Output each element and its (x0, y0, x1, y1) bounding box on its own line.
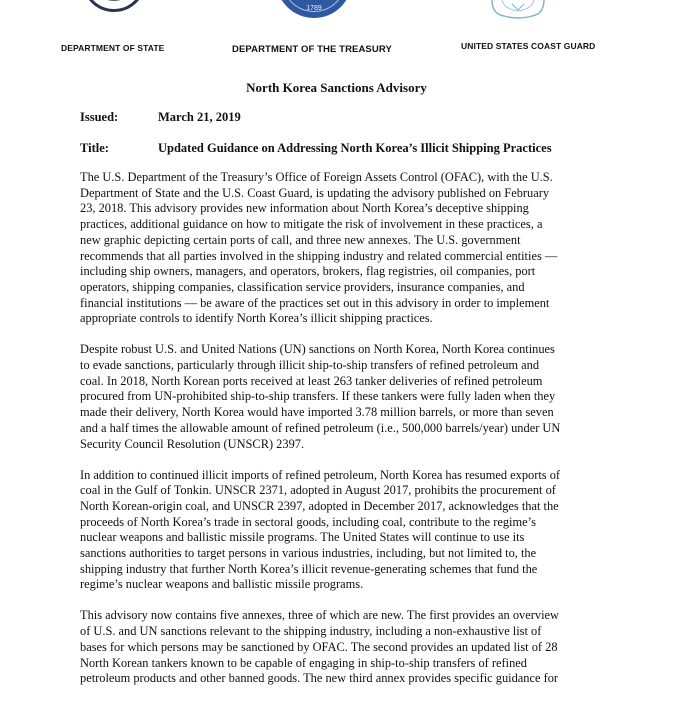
department-of-state-seal (82, 0, 146, 12)
text-line: sanctions authorities to target persons in various industries, including, but not limited to, the (80, 546, 537, 561)
text-line: recommends that all parties involved in the shipping industry and related commercial entities — (80, 248, 558, 263)
text-line: North Korean tankers known to be capable of engaging in ship-to-ship transfers of refined (80, 655, 527, 670)
text-line: Department of State and the U.S. Coast Guard, is updating the advisory published on February (80, 185, 550, 200)
text-line: new graphic depicting certain ports of call, and three new annexes. The U.S. government (80, 232, 521, 247)
title-label: Title: (80, 141, 109, 155)
text-line: of U.S. and UN sanctions relevant to the shipping industry, including a non-exhaustive list of (80, 624, 542, 639)
text-line: proceeds of North Korea’s trade in sectoral goods, including coal, contribute to the regime’s (80, 514, 536, 529)
treasury-seal-year: 1789 (306, 5, 322, 12)
agency-coast-guard: UNITED STATES COAST GUARD (461, 41, 596, 51)
text-line: This advisory now contains five annexes, three of which are new. The first provides an overview (80, 608, 559, 623)
text-line: Security Council Resolution (UNSCR) 2397. (80, 436, 305, 451)
document-body (80, 170, 600, 702)
department-of-the-treasury-seal (276, 0, 352, 18)
text-line: bases for which persons may be sanctioned by OFAC. The second provides an updated list of 28 (80, 639, 558, 654)
advisory-title: Updated Guidance on Addressing North Korea’s Illicit Shipping Practices (158, 141, 552, 155)
issued-label: Issued: (80, 110, 119, 124)
text-line: operators, shipping companies, classification service providers, insurance companies, and (80, 279, 525, 294)
text-line: appropriate controls to identify North Korea’s illicit shipping practices. (80, 311, 433, 326)
text-line: The U.S. Department of the Treasury’s Office of Foreign Assets Control (OFAC), with the U.S. (80, 170, 553, 184)
text-line: procured from UN-prohibited ship-to-ship transfers. If these tankers were fully laden when they (80, 389, 556, 404)
text-line: to evade sanctions, particularly through illicit ship-to-ship transfers of refined petroleum and (80, 358, 540, 373)
agency-department-of-the-treasury: DEPARTMENT OF THE TREASURY (232, 44, 392, 55)
text-line: shipping industry that further North Korea’s illicit revenue-generating schemes that fund the (80, 561, 538, 576)
text-line: and a half times the allowable amount of refined petroleum (i.e., 500,000 barrels/year) under UN (80, 420, 561, 435)
text-line: including ship owners, managers, and operators, brokers, flag registries, oil companies, port (80, 264, 536, 279)
text-line: North Korean-origin coal, and UNSCR 2397, adopted in December 2017, acknowledges that the (80, 498, 559, 513)
document-title: North Korea Sanctions Advisory (246, 80, 427, 95)
text-line: petroleum products and other banned goods. The new third annex provides specific guidance for (80, 671, 559, 686)
text-line: practices, additional guidance on how to mitigate the risk of involvement in these practices, a (80, 217, 543, 232)
issued-date: March 21, 2019 (158, 110, 241, 124)
paragraph-2 (80, 342, 600, 452)
text-line: financial institutions — be aware of the practices set out in this advisory in order to implement (80, 295, 550, 310)
text-line: coal in the Gulf of Tonkin. UNSCR 2371, adopted in August 2017, prohibits the procurement of (80, 483, 556, 498)
text-line: nuclear weapons and ballistic missile programs. The United States will continue to use its (80, 530, 525, 545)
text-line: made their delivery, North Korea would have imported 3.78 million barrels, or more than seven (80, 405, 554, 420)
paragraph-1 (80, 170, 600, 327)
text-line: coal. In 2018, North Korean ports received at least 263 tanker deliveries of refined petroleum (80, 373, 543, 388)
text-line: 23, 2018. This advisory provides new information about North Korea’s deceptive shipping (80, 201, 529, 216)
text-line: regime’s nuclear weapons and ballistic missile programs. (80, 577, 364, 592)
text-line: In addition to continued illicit imports of refined petroleum, North Korea has resumed exports of (80, 467, 561, 482)
coast-guard-seal (478, 0, 558, 20)
text-line: Despite robust U.S. and United Nations (UN) sanctions on North Korea, North Korea continues (80, 342, 555, 357)
paragraph-4 (80, 608, 600, 687)
agency-department-of-state: DEPARTMENT OF STATE (61, 43, 165, 53)
paragraph-3 (80, 468, 600, 594)
